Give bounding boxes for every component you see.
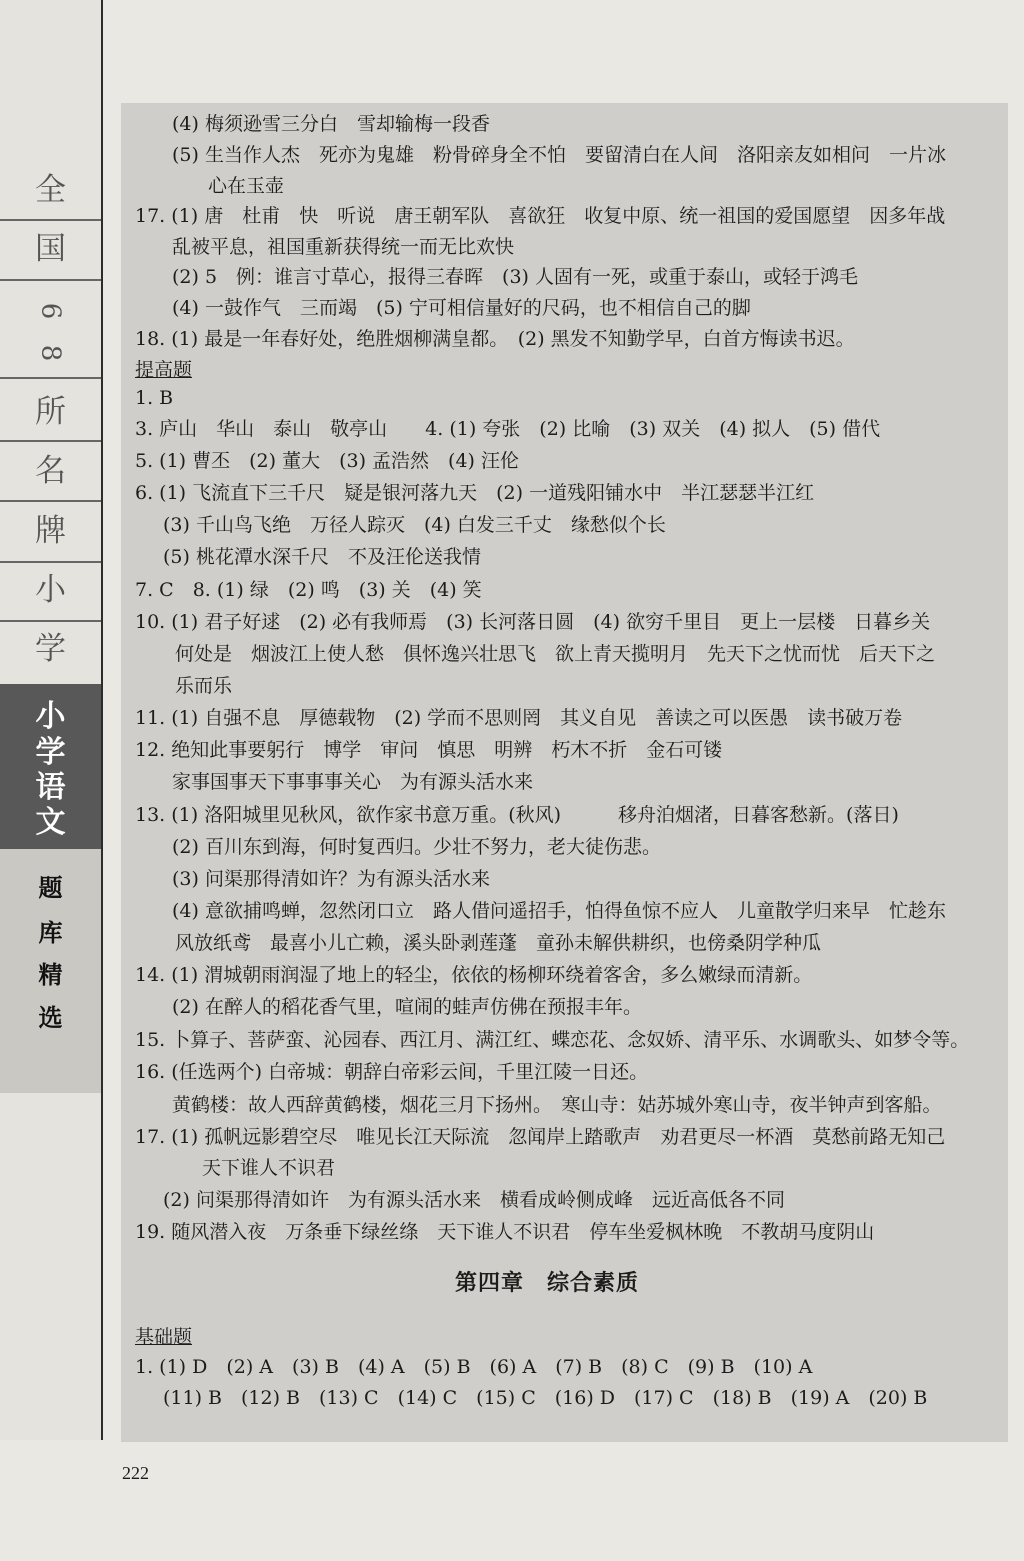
spine-title-char: 8 (35, 344, 66, 362)
spine-title-char: 牌 (35, 513, 66, 549)
spine-title-char: 所 (35, 394, 66, 430)
answer-line: 11. (1) 自强不息 厚德载物 (2) 学而不思则罔 其义自见 善读之可以医愚 读书破万卷 (135, 707, 903, 729)
answer-line: (3) 千山鸟飞绝 万径人踪灭 (4) 白发三千丈 缘愁似个长 (163, 514, 666, 536)
spine-title-char: 6 (35, 302, 66, 320)
answer-line: 家事国事天下事事事关心 为有源头活水来 (172, 771, 534, 793)
answer-line: (4) 意欲捕鸣蝉，忽然闭口立 路人借问遥招手，怕得鱼惊不应人 儿童散学归来早 忙趁东 (172, 900, 946, 922)
answer-line: 何处是 烟波江上使人愁 俱怀逸兴壮思飞 欲上青天揽明月 先天下之忧而忧 后天下之 (175, 643, 936, 665)
subject-char: 语 (35, 770, 66, 805)
answer-line: 心在玉壶 (208, 175, 285, 197)
answer-line: 1. (1) D (2) A (3) B (4) A (5) B (6) A (7) B (8) C (9) B (10) A (135, 1356, 813, 1378)
subject-char: 文 (35, 805, 66, 840)
answer-line: 16. (任选两个) 白帝城：朝辞白帝彩云间，千里江陵一日还。 (135, 1061, 649, 1083)
answer-line: 18. (1) 最是一年春好处，绝胜烟柳满皇都。 (2) 黑发不知勤学早，白首方悔读书迟。 (135, 328, 855, 350)
answer-line: 乐而乐 (175, 675, 233, 697)
spine-rule (0, 620, 101, 622)
spine-title-char: 名 (35, 453, 66, 489)
answer-line: 天下谁人不识君 (202, 1157, 336, 1179)
subject-char: 学 (35, 735, 66, 770)
answer-line: 5. (1) 曹丕 (2) 董大 (3) 孟浩然 (4) 汪伦 (135, 450, 519, 472)
section-label: 提高题 (135, 359, 193, 381)
answer-line: (4) 梅须逊雪三分白 雪却输梅一段香 (172, 113, 490, 135)
answer-line: 17. (1) 唐 杜甫 快 听说 唐王朝军队 喜欲狂 收复中原、统一祖国的爱国愿望 因多年战 (135, 205, 946, 227)
answer-line: (4) 一鼓作气 三而竭 (5) 宁可相信量好的尺码，也不相信自己的脚 (172, 297, 751, 319)
answer-line: (2) 在醉人的稻花香气里，喧闹的蛙声仿佛在预报丰年。 (172, 996, 642, 1018)
subject-char: 小 (35, 699, 66, 734)
answer-line: 14. (1) 渭城朝雨润湿了地上的轻尘，依依的杨柳环绕着客舍，多么嫩绿而清新。 (135, 964, 813, 986)
answer-line: (5) 生当作人杰 死亦为鬼雄 粉骨碎身全不怕 要留清白在人间 洛阳亲友如相问 一片冰 (172, 144, 946, 166)
answer-line: 17. (1) 孤帆远影碧空尽 唯见长江天际流 忽闻岸上踏歌声 劝君更尽一杯酒 莫愁前路无知己 (135, 1126, 946, 1148)
spine-rule (0, 440, 101, 442)
answer-line: (3) 问渠那得清如许？为有源头活水来 (172, 868, 490, 890)
spine-divider (101, 0, 103, 1440)
answer-line: 1. B (135, 387, 174, 409)
spine-rule (0, 377, 101, 379)
answer-line: 黄鹤楼：故人西辞黄鹤楼，烟花三月下扬州。 寒山寺：姑苏城外寒山寺，夜半钟声到客船。 (172, 1094, 942, 1116)
spine-title-char: 小 (35, 572, 66, 608)
section-label: 基础题 (135, 1326, 193, 1348)
section-char: 选 (38, 1003, 63, 1032)
answer-line: 19. 随风潜入夜 万条垂下绿丝绦 天下谁人不识君 停车坐爱枫林晚 不教胡马度阴山 (135, 1221, 875, 1243)
answer-line: 10. (1) 君子好逑 (2) 必有我师焉 (3) 长河落日圆 (4) 欲穷千里目 更上一层楼 日暮乡关 (135, 611, 931, 633)
answer-line: (5) 桃花潭水深千尺 不及汪伦送我情 (163, 546, 481, 568)
spine-title-char: 学 (35, 631, 66, 667)
answer-line: (2) 5 例：谁言寸草心，报得三春晖 (3) 人固有一死，或重于泰山，或轻于鸿毛 (172, 266, 858, 288)
answer-line: 15. 卜算子、菩萨蛮、沁园春、西江月、满江红、蝶恋花、念奴娇、清平乐、水调歌头、如梦令等。 (135, 1029, 970, 1051)
spine-rule (0, 219, 101, 221)
answer-line: 3. 庐山 华山 泰山 敬亭山 4. (1) 夸张 (2) 比喻 (3) 双关 (4) 拟人 (5) 借代 (135, 418, 881, 440)
section-char: 库 (38, 918, 63, 947)
spine-rule (0, 500, 101, 502)
answer-line: 12. 绝知此事要躬行 博学 审问 慎思 明辨 朽木不折 金石可镂 (135, 739, 723, 761)
answer-line: (11) B (12) B (13) C (14) C (15) C (16) D (17) C (18) B (19) A (20) B (163, 1387, 928, 1409)
section-char: 题 (38, 873, 63, 902)
section-char: 精 (38, 960, 63, 989)
answer-line: 6. (1) 飞流直下三千尺 疑是银河落九天 (2) 一道残阳铺水中 半江瑟瑟半江红 (135, 482, 815, 504)
answer-line: (2) 百川东到海，何时复西归。少壮不努力，老大徒伤悲。 (172, 836, 661, 858)
chapter-heading: 第四章 综合素质 (455, 1270, 640, 1296)
spine-title-char: 全 (35, 172, 66, 208)
page-number: 222 (122, 1463, 149, 1483)
answer-line: 13. (1) 洛阳城里见秋风，欲作家书意万重。(秋风) 移舟泊烟渚，日暮客愁新。(落日) (135, 804, 899, 826)
answer-line: 7. C 8. (1) 绿 (2) 鸣 (3) 关 (4) 笑 (135, 579, 482, 601)
answer-line: 乱被平息，祖国重新获得统一而无比欢快 (172, 236, 515, 258)
answer-line: (2) 问渠那得清如许 为有源头活水来 横看成岭侧成峰 远近高低各不同 (163, 1189, 785, 1211)
spine-title-char: 国 (35, 231, 66, 267)
answer-line: 风放纸鸢 最喜小儿亡赖，溪头卧剥莲蓬 童孙未解供耕织，也傍桑阴学种瓜 (175, 932, 822, 954)
spine-rule (0, 561, 101, 563)
